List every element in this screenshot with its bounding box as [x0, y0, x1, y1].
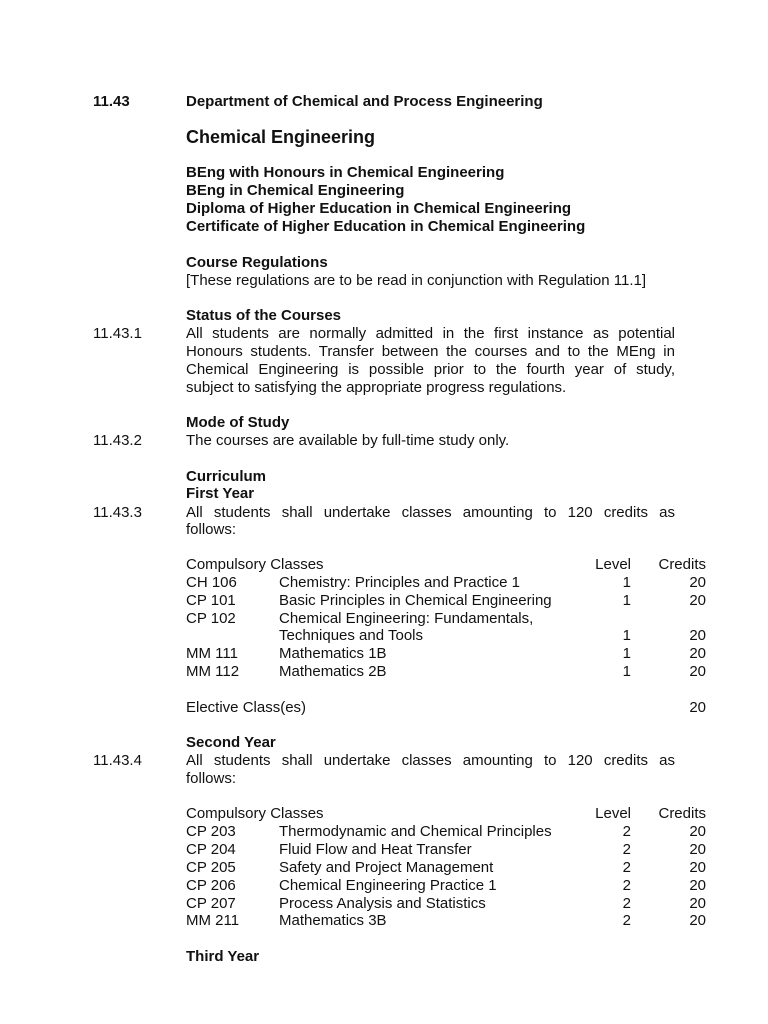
section-number: 11.43: [93, 93, 130, 110]
class-code: CP 203: [186, 823, 236, 840]
class-credits: 20: [689, 592, 706, 609]
table-row: [0, 895, 768, 913]
class-level: 2: [622, 823, 631, 840]
class-code: CP 204: [186, 841, 236, 858]
degree-item: Diploma of Higher Education in Chemical Engineering: [186, 200, 572, 217]
class-name: Mathematics 1B: [279, 645, 387, 662]
class-code: MM 211: [186, 912, 240, 929]
table-row: [0, 663, 768, 681]
first-year-intro: All students shall undertake classes amounting to 120 credits as: [186, 504, 675, 521]
class-level: 1: [622, 645, 631, 662]
second-year-heading: Second Year: [186, 734, 276, 751]
class-name: Fluid Flow and Heat Transfer: [279, 841, 472, 858]
table-row: [0, 823, 768, 841]
clause-number: 11.43.4: [93, 752, 142, 769]
class-level: 2: [622, 912, 631, 929]
status-line: subject to satisfying the appropriate progress regulations.: [186, 379, 567, 396]
class-level: 1: [622, 627, 631, 644]
class-code: CP 102: [186, 610, 236, 627]
mode-heading: Mode of Study: [186, 414, 290, 431]
level-header: Level: [595, 556, 631, 573]
class-name: Chemistry: Principles and Practice 1: [279, 574, 520, 591]
class-name: Mathematics 3B: [279, 912, 387, 929]
table-row: [0, 610, 768, 646]
class-credits: 20: [689, 645, 706, 662]
third-year-heading: Third Year: [186, 948, 260, 965]
first-year-intro: follows:: [186, 521, 237, 538]
class-level: 2: [622, 877, 631, 894]
class-name: Safety and Project Management: [279, 859, 494, 876]
class-credits: 20: [689, 912, 706, 929]
status-line: Chemical Engineering is possible prior to the fourth year of study,: [186, 361, 675, 378]
level-header: Level: [595, 805, 631, 822]
class-credits: 20: [689, 823, 706, 840]
status-heading: Status of the Courses: [186, 307, 342, 324]
degree-item: Certificate of Higher Education in Chemical Engineering: [186, 218, 586, 235]
class-credits: 20: [689, 841, 706, 858]
mode-text: The courses are available by full-time study only.: [186, 432, 510, 449]
degree-item: BEng in Chemical Engineering: [186, 182, 405, 199]
class-level: 2: [622, 841, 631, 858]
class-name: Chemical Engineering Practice 1: [279, 877, 497, 894]
table-header: [0, 556, 768, 574]
class-credits: 20: [689, 627, 706, 644]
compulsory-header: Compulsory Classes: [186, 805, 324, 822]
page-title: Chemical Engineering: [186, 127, 376, 147]
class-level: 1: [622, 574, 631, 591]
table-row: [0, 877, 768, 895]
regulations-heading: Course Regulations: [186, 254, 328, 271]
class-code: CH 106: [186, 574, 237, 591]
elective-label: Elective Class(es): [186, 699, 307, 716]
table-row: [0, 574, 768, 592]
class-name: Process Analysis and Statistics: [279, 895, 486, 912]
class-credits: 20: [689, 859, 706, 876]
department-heading: Department of Chemical and Process Engineering: [186, 93, 543, 110]
first-year-heading: First Year: [186, 485, 255, 502]
regulations-note: [These regulations are to be read in conjunction with Regulation 11.1]: [186, 272, 647, 289]
class-credits: 20: [689, 877, 706, 894]
class-code: MM 112: [186, 663, 240, 680]
class-level: 2: [622, 895, 631, 912]
second-year-intro: follows:: [186, 770, 237, 787]
class-level: 2: [622, 859, 631, 876]
table-row: [0, 841, 768, 859]
class-name: Chemical Engineering: Fundamentals,: [279, 610, 534, 627]
credits-header: Credits: [658, 805, 706, 822]
elective-credits: 20: [689, 699, 706, 716]
class-level: 1: [622, 592, 631, 609]
class-credits: 20: [689, 895, 706, 912]
class-name: Basic Principles in Chemical Engineering: [279, 592, 552, 609]
class-credits: 20: [689, 574, 706, 591]
clause-number: 11.43.3: [93, 504, 142, 521]
class-name: Mathematics 2B: [279, 663, 387, 680]
credits-header: Credits: [658, 556, 706, 573]
class-name-continued: Techniques and Tools: [279, 627, 423, 644]
class-code: CP 207: [186, 895, 236, 912]
status-line: Honours students. Transfer between the courses and to the MEng in: [186, 343, 675, 360]
compulsory-header: Compulsory Classes: [186, 556, 324, 573]
class-credits: 20: [689, 663, 706, 680]
status-line: All students are normally admitted in the first instance as potential: [186, 325, 675, 342]
class-name: Thermodynamic and Chemical Principles: [279, 823, 552, 840]
elective-row: [0, 699, 768, 717]
table-header: [0, 805, 768, 823]
class-level: 1: [622, 663, 631, 680]
class-code: CP 205: [186, 859, 236, 876]
clause-number: 11.43.1: [93, 325, 142, 342]
degree-item: BEng with Honours in Chemical Engineering: [186, 164, 505, 181]
class-code: CP 206: [186, 877, 236, 894]
table-row: [0, 859, 768, 877]
class-code: CP 101: [186, 592, 236, 609]
clause-number: 11.43.2: [93, 432, 142, 449]
table-row: [0, 592, 768, 610]
second-year-intro: All students shall undertake classes amounting to 120 credits as: [186, 752, 675, 769]
curriculum-heading: Curriculum: [186, 468, 267, 485]
class-code: MM 111: [186, 645, 238, 662]
table-row: [0, 645, 768, 663]
table-row: [0, 912, 768, 930]
